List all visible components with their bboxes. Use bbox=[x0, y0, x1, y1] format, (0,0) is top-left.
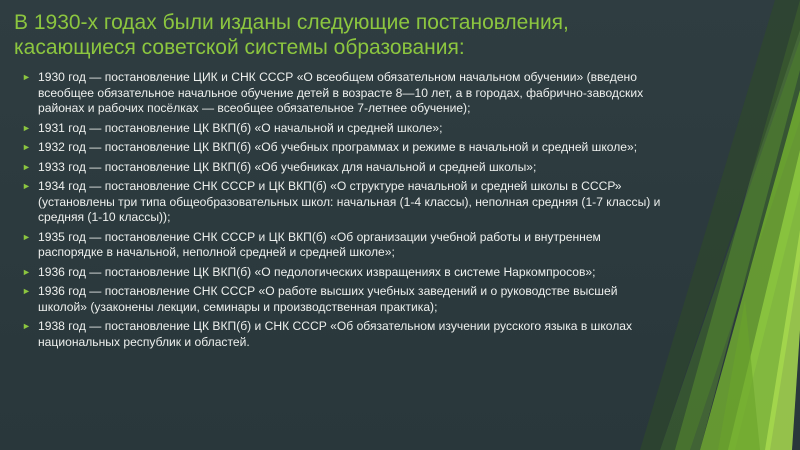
list-item-text: 1933 год — постановление ЦК ВКП(б) «Об учебниках для начальной и средней школы»; bbox=[38, 159, 537, 174]
triangle-bullet-icon: ► bbox=[22, 72, 31, 82]
list-item bbox=[22, 179, 662, 226]
list-item bbox=[22, 230, 662, 261]
list-item-text: 1931 год — постановление ЦК ВКП(б) «О начальной и средней школе»; bbox=[38, 120, 443, 135]
list-item bbox=[22, 121, 662, 137]
triangle-bullet-icon: ► bbox=[22, 286, 31, 296]
list-item bbox=[22, 319, 662, 350]
triangle-bullet-icon: ► bbox=[22, 321, 31, 331]
triangle-bullet-icon: ► bbox=[22, 231, 31, 242]
list-item-text: 1935 год — постановление СНК СССР и ЦК ВКП(б) «Об организации учебной работы и внутреннем распорядке в начальной, неполной средней и средней школе»; bbox=[38, 229, 601, 259]
list-item bbox=[22, 265, 662, 281]
triangle-bullet-icon: ► bbox=[22, 142, 31, 152]
list-item bbox=[22, 140, 662, 156]
list-item-text: 1938 год — постановление ЦК ВКП(б) и СНК СССР «Об обязательном изучении русского языка в школах национальных республик и областей. bbox=[38, 319, 633, 349]
list-item-text: 1936 год — постановление СНК СССР «О работе высших учебных заведений и о руководстве высшей школой» (узаконены лекции, семинары и производственная практика); bbox=[38, 284, 618, 314]
triangle-bullet-icon: ► bbox=[22, 161, 31, 172]
list-item-text: 1930 год — постановление ЦИК и СНК СССР «О всеобщем обязательном начальном обучении» (введено всеобщее обязательное начальное обучение детей в возрасте 8—10 лет, а в городах, фабрично-заводских районах и рабочих посёлках — всеобщее обязательное 7-летнее обучение); bbox=[38, 70, 644, 115]
triangle-bullet-icon: ► bbox=[22, 122, 31, 133]
list-item bbox=[22, 284, 662, 315]
triangle-bullet-icon: ► bbox=[22, 181, 31, 191]
list-item-text: 1932 год — постановление ЦК ВКП(б) «Об учебных программах и режиме в начальной и средней школе»; bbox=[38, 140, 638, 154]
list-item bbox=[22, 70, 662, 117]
list-item-text: 1936 год — постановление ЦК ВКП(б) «О педологических извращениях в системе Наркомпросов»; bbox=[38, 264, 596, 279]
triangle-bullet-icon: ► bbox=[22, 266, 31, 277]
list-item bbox=[22, 160, 662, 176]
list-item-text: 1934 год — постановление СНК СССР и ЦК ВКП(б) «О структуре начальной и средней школы в СССР» (установлены три типа общеобразовательных школ: начальная (1-4 классы), неполная средняя (1-7 классы) и средняя (1-10 классы)); bbox=[38, 179, 661, 224]
resolutions-list bbox=[22, 70, 662, 354]
slide-title: В 1930-х годах были изданы следующие постановления, касающиеся советской системы образования: bbox=[14, 11, 569, 59]
